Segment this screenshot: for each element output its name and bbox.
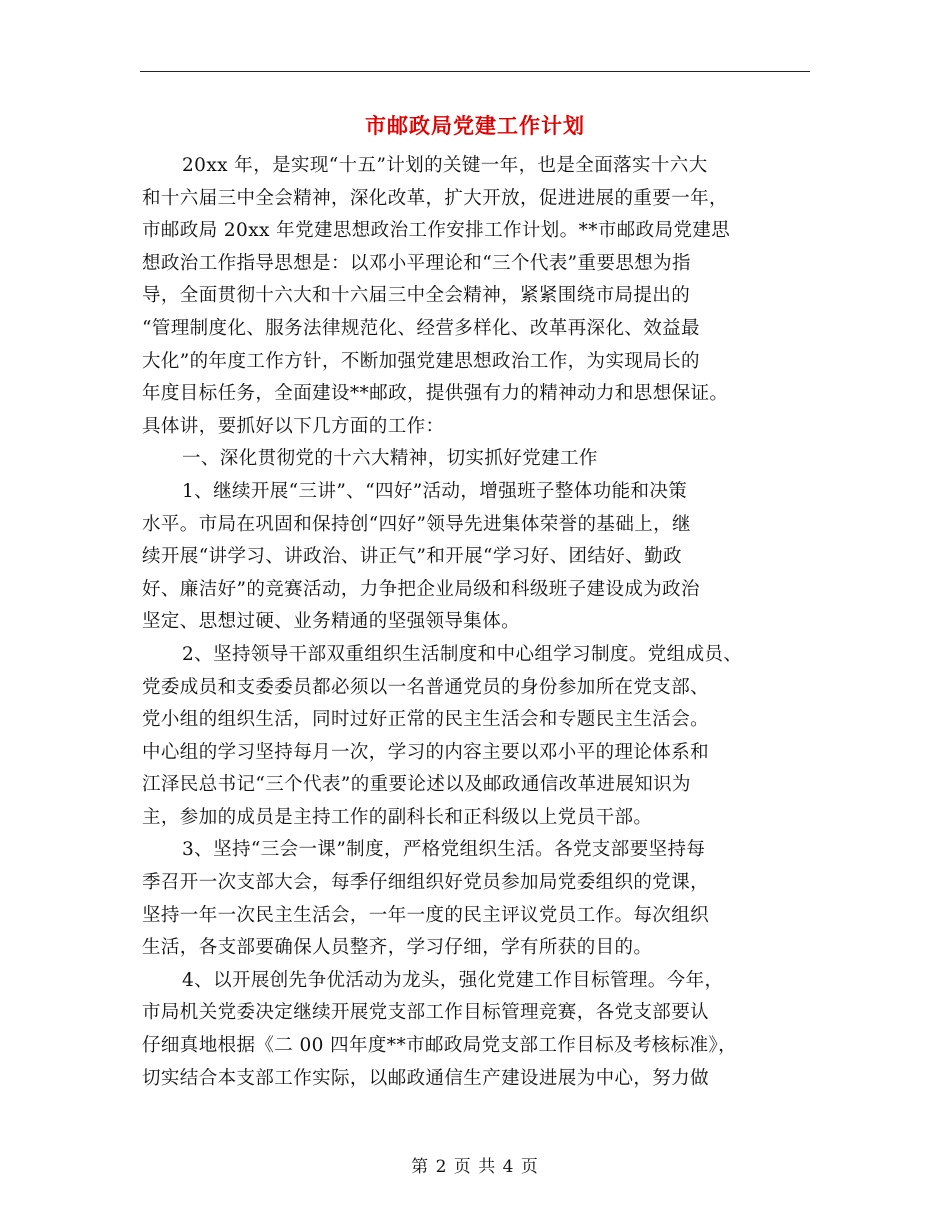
body-line: 中心组的学习坚持每月一次，学习的内容主要以邓小平的理论体系和 [142, 741, 710, 763]
body-line: 江泽民总书记“三个代表”的重要论述以及邮政通信改革进展知识为 [142, 774, 691, 796]
body-line: 大化”的年度工作方针，不断加强党建思想政治工作，为实现局长的 [142, 350, 700, 372]
body-line: 好、廉洁好”的竞赛活动，力争把企业局级和科级班子建设成为政治 [142, 578, 700, 600]
body-line: 主，参加的成员是主持工作的副科长和正科级以上党员干部。 [142, 806, 653, 828]
body-line: 党小组的组织生活，同时过好正常的民主生活会和专题民主生活会。 [142, 709, 710, 731]
body-line: 生活，各支部要确保人员整齐，学习仔细，学有所获的目的。 [142, 937, 653, 959]
body-line: 具体讲，要抓好以下几方面的工作： [142, 415, 445, 437]
page-footer: 第 2 页 共 4 页 [411, 1157, 539, 1177]
body-line: 年度目标任务，全面建设**邮政，提供强有力的精神动力和思想保证。 [142, 383, 729, 405]
body-line: 导，全面贯彻十六大和十六届三中全会精神，紧紧围绕市局提出的 [142, 285, 691, 307]
document-title: 市邮政局党建工作计划 [365, 113, 585, 138]
body-line: 和十六届三中全会精神，深化改革，扩大开放，促进进展的重要一年， [142, 187, 728, 209]
body-line: 2、坚持领导干部双重组织生活制度和中心组学习制度。党组成员、 [182, 643, 743, 665]
body-line: 4、以开展创先争优活动为龙头，强化党建工作目标管理。今年， [182, 969, 724, 991]
body-line: 水平。市局在巩固和保持创“四好”领导先进集体荣誉的基础上，继 [142, 513, 691, 535]
body-line: 续开展“讲学习、讲政治、讲正气”和开展“学习好、团结好、勤政 [142, 546, 682, 568]
body-line: 仔细真地根据《二 00 四年度**市邮政局党支部工作目标及考核标准》， [142, 1035, 738, 1057]
body-line: “管理制度化、服务法律规范化、经营多样化、改革再深化、效益最 [142, 317, 700, 339]
body-line: 市局机关党委决定继续开展党支部工作目标管理竞赛，各党支部要认 [142, 1002, 710, 1024]
body-line: 20xx 年，是实现“十五”计划的关键一年，也是全面落实十六大 [182, 155, 708, 176]
body-line: 一、深化贯彻党的十六大精神，切实抓好党建工作 [182, 448, 598, 470]
body-line: 1、继续开展“三讲”、“四好”活动，增强班子整体功能和决策 [182, 480, 688, 502]
body-line: 市邮政局 20xx 年党建思想政治工作安排工作计划。**市邮政局党建思 [142, 220, 731, 242]
body-line: 党委成员和支委委员都必须以一名普通党员的身份参加所在党支部、 [142, 676, 710, 698]
document-body [142, 150, 817, 1095]
header-rule [140, 71, 810, 72]
body-line: 坚持一年一次民主生活会，一年一度的民主评议党员工作。每次组织 [142, 904, 710, 926]
body-line: 坚定、思想过硬、业务精通的坚强领导集体。 [142, 611, 521, 633]
body-line: 3、坚持“三会一课”制度，严格党组织生活。各党支部要坚持每 [182, 839, 706, 861]
body-line: 季召开一次支部大会，每季仔细组织好党员参加局党委组织的党课， [142, 872, 710, 894]
body-line: 切实结合本支部工作实际，以邮政通信生产建设进展为中心，努力做 [142, 1067, 710, 1089]
body-line: 想政治工作指导思想是：以邓小平理论和“三个代表”重要思想为指 [142, 252, 691, 274]
